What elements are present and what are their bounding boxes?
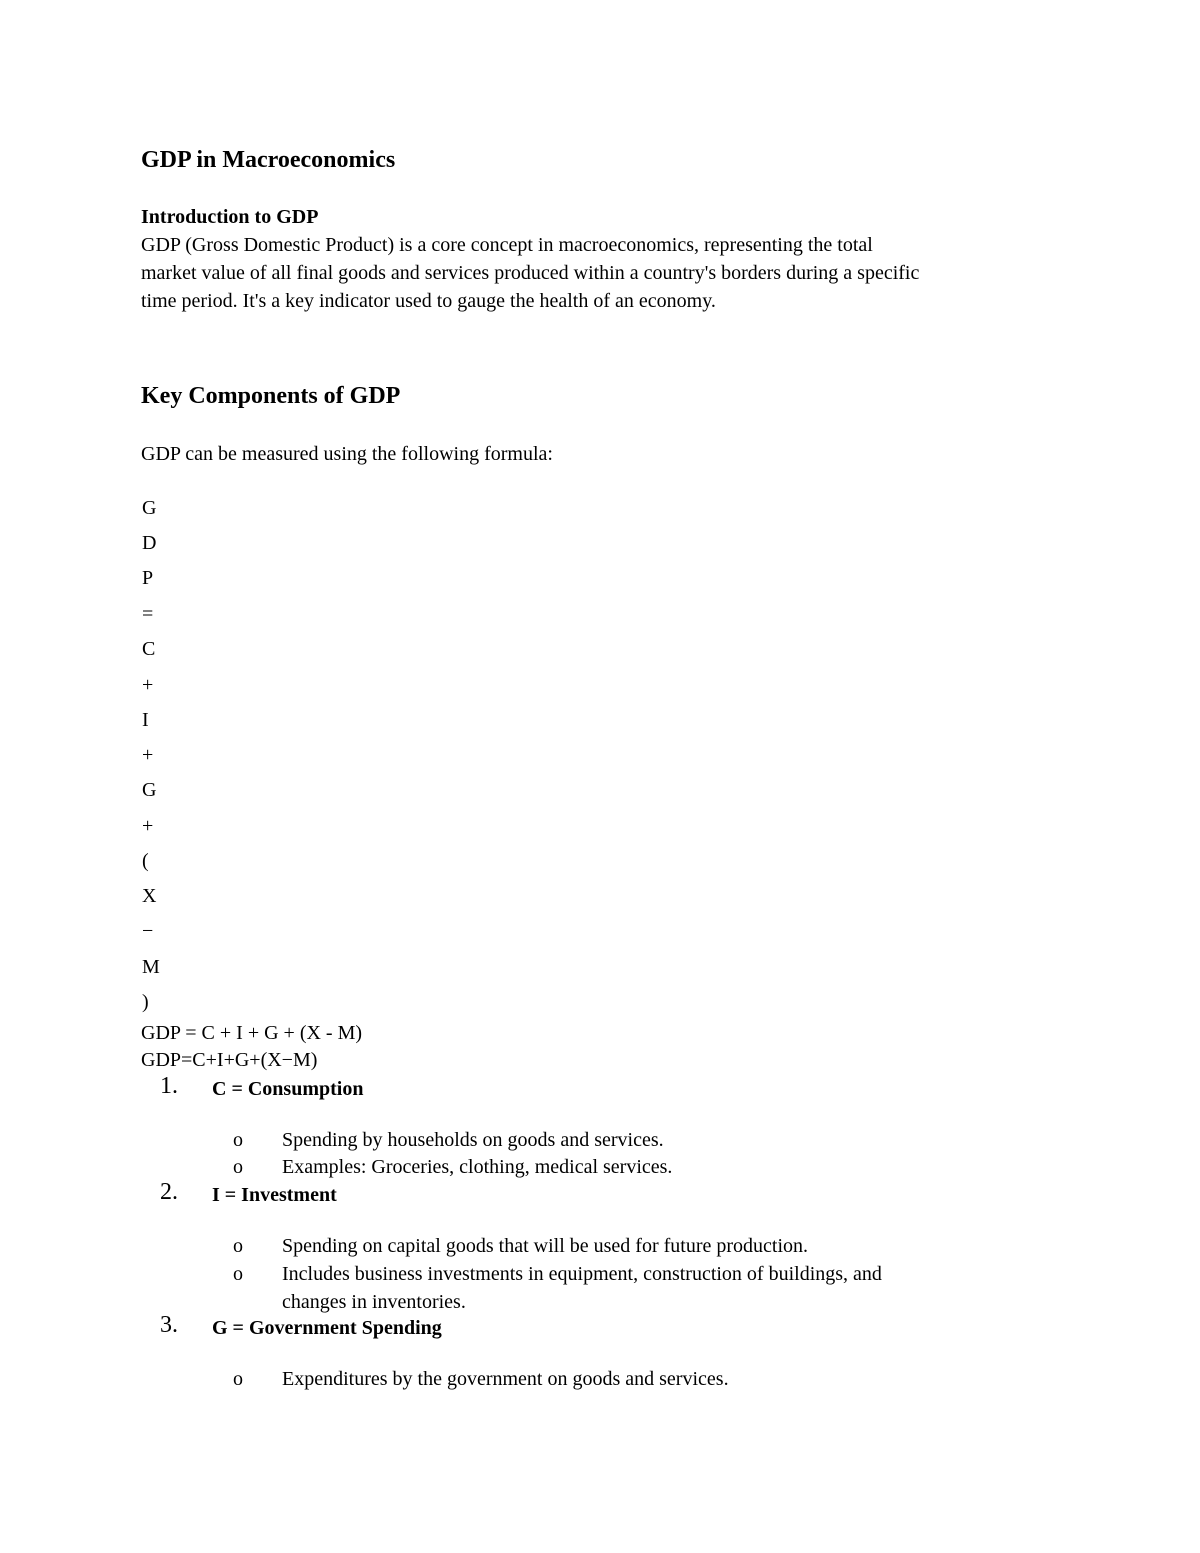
formula-text: GDP = C + I + G + (X - M) (141, 1022, 363, 1044)
bullet-marker: o (233, 1129, 243, 1151)
formula-intro: GDP can be measured using the following formula: (141, 443, 553, 465)
bullet-text: Expenditures by the government on goods and services. (282, 1368, 729, 1390)
bullet-text: Examples: Groceries, clothing, medical services. (282, 1156, 673, 1178)
bullet-text: Spending by households on goods and services. (282, 1129, 664, 1151)
list-item-label: I = Investment (212, 1184, 337, 1206)
formula-char: + (142, 674, 154, 696)
bullet-marker: o (233, 1235, 243, 1257)
formula-compact: GDP=C+I+G+(X−M) (141, 1049, 318, 1071)
formula-char: + (142, 744, 154, 766)
formula-char: C (142, 638, 156, 660)
intro-line: market value of all final goods and services produced within a country's borders during a specific (141, 262, 920, 284)
formula-char: X (142, 885, 157, 907)
formula-char: P (142, 567, 154, 589)
formula-char: − (142, 920, 154, 942)
formula-char: = (142, 603, 154, 625)
list-number: 1. (160, 1073, 178, 1099)
bullet-text-continued: changes in inventories. (282, 1291, 466, 1313)
document-title: GDP in Macroeconomics (141, 147, 396, 173)
bullet-text: Includes business investments in equipment, construction of buildings, and (282, 1263, 882, 1285)
bullet-marker: o (233, 1368, 243, 1390)
components-heading: Key Components of GDP (141, 383, 401, 409)
list-item-label: G = Government Spending (212, 1317, 442, 1339)
formula-char: G (142, 779, 157, 801)
list-item-label: C = Consumption (212, 1078, 364, 1100)
bullet-marker: o (233, 1263, 243, 1285)
intro-line: time period. It's a key indicator used to gauge the health of an economy. (141, 290, 716, 312)
list-number: 3. (160, 1312, 178, 1338)
bullet-marker: o (233, 1156, 243, 1178)
intro-heading: Introduction to GDP (141, 206, 319, 228)
formula-char: ) (142, 991, 149, 1013)
intro-line: GDP (Gross Domestic Product) is a core concept in macroeconomics, representing the total (141, 234, 873, 256)
formula-char: I (142, 709, 149, 731)
formula-char: + (142, 815, 154, 837)
bullet-text: Spending on capital goods that will be used for future production. (282, 1235, 809, 1257)
list-number: 2. (160, 1179, 178, 1205)
formula-char: G (142, 497, 157, 519)
formula-char: D (142, 532, 157, 554)
formula-char: M (142, 956, 160, 978)
formula-char: ( (142, 850, 149, 872)
